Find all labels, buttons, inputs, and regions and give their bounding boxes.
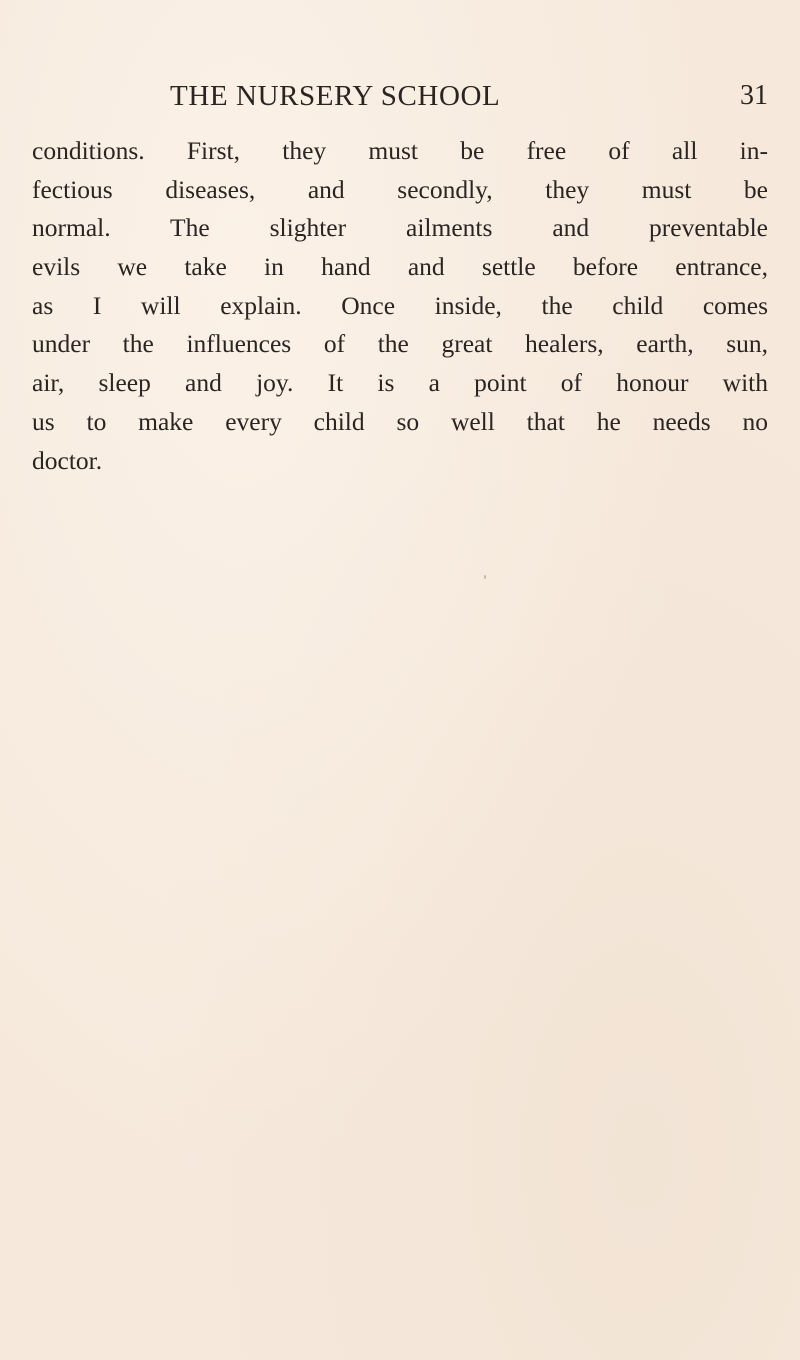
text-line: evils we take in hand and settle before entrance, [32, 252, 768, 282]
page-number: 31 [740, 80, 768, 111]
text-line: fectious diseases, and secondly, they must be [32, 174, 768, 204]
running-title: THE NURSERY SCHOOL [170, 80, 501, 112]
text-line: normal. The slighter ailments and preventable [32, 213, 768, 243]
text-line: as I will explain. Once inside, the child comes [32, 290, 768, 320]
text-line: under the influences of the great healers, earth, sun, [32, 329, 768, 359]
body-paragraph [32, 132, 768, 480]
text-line: doctor. [32, 445, 103, 475]
running-head [32, 76, 768, 116]
text-line: conditions. First, they must be free of all in- [32, 136, 768, 165]
paper-speck [484, 575, 486, 579]
text-line: air, sleep and joy. It is a point of honour with [32, 368, 768, 398]
text-line: us to make every child so well that he needs no [32, 406, 768, 436]
